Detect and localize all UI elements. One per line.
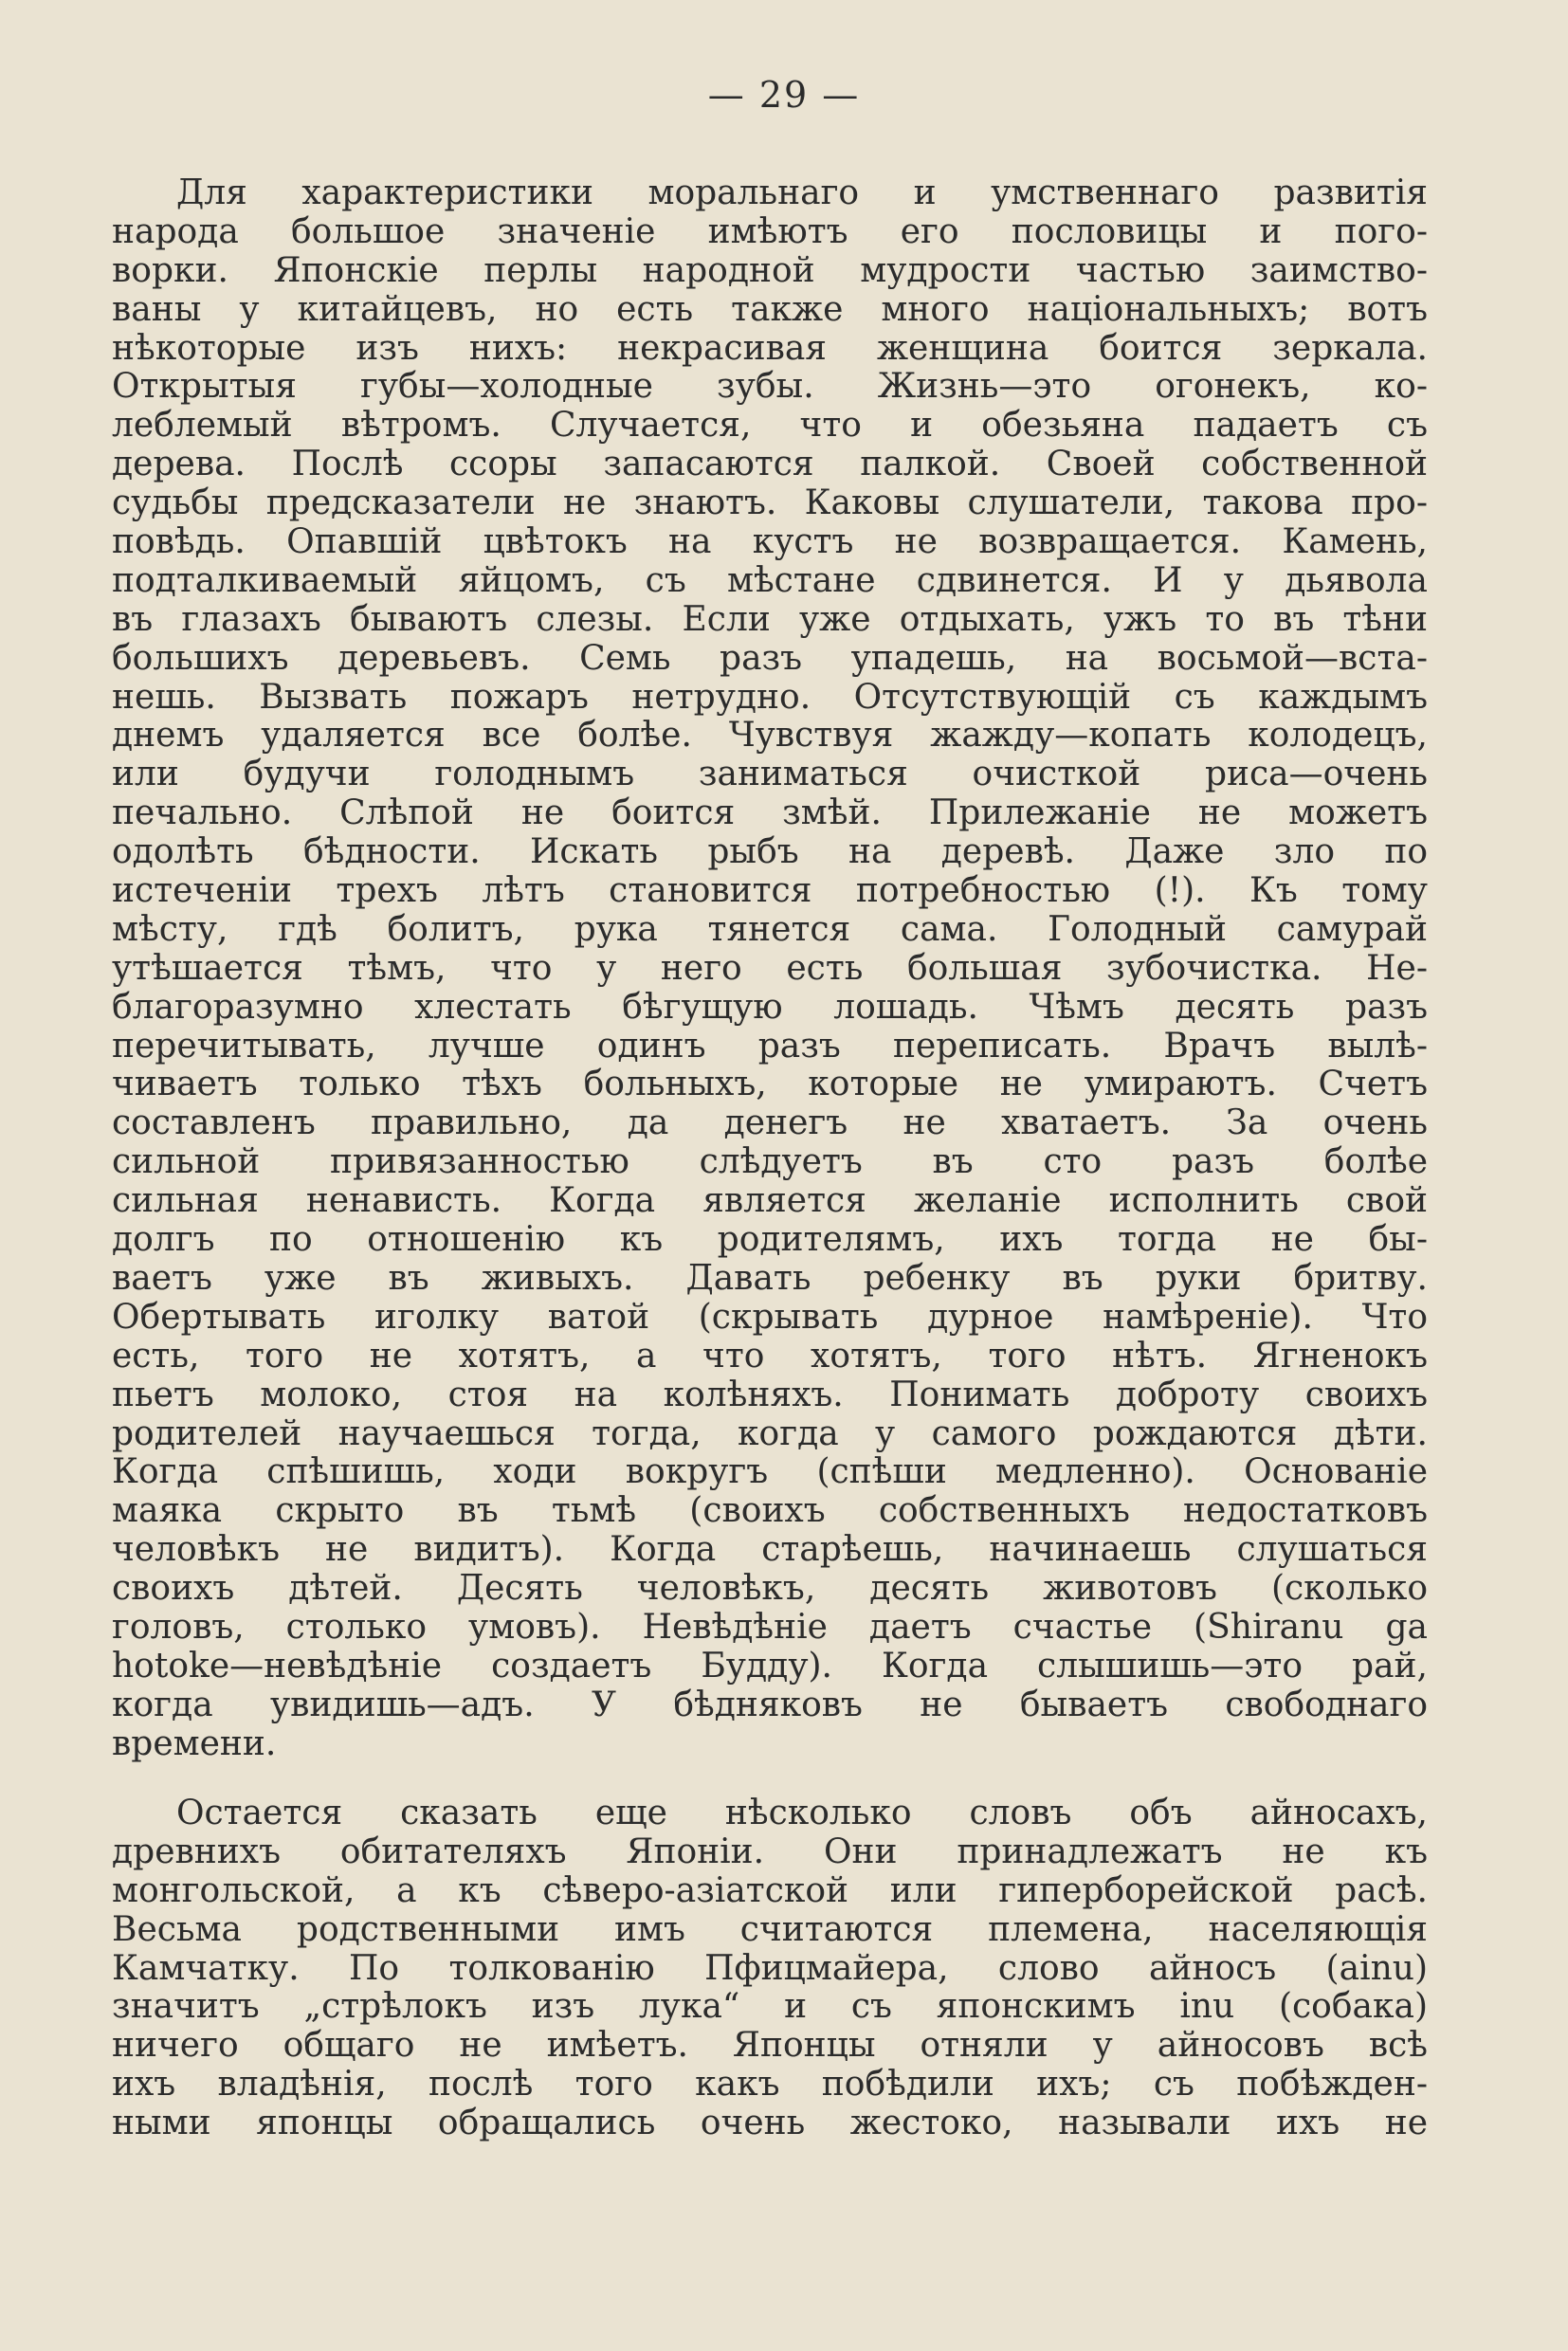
text-line: есть, того не хотятъ, а что хотятъ, того нѣтъ. Ягненокъ (112, 1337, 1428, 1376)
text-line: своихъ дѣтей. Десять человѣкъ, десять животовъ (сколько (112, 1570, 1428, 1609)
page-number: — 29 — (707, 74, 861, 116)
text-line: родителей научаешься тогда, когда у самого рождаются дѣти. (112, 1414, 1428, 1453)
text-line: значитъ „стрѣлокъ изъ лука“ и съ японскимъ inu (собака) (112, 1988, 1428, 2027)
text-line: человѣкъ не видитъ). Когда старѣешь, начинаешь слушаться (112, 1531, 1428, 1570)
text-line: народа большое значеніе имѣютъ его пословицы и пого- (112, 212, 1428, 251)
text-line: днемъ удаляется все болѣе. Чувствуя жажду—копать колодецъ, (112, 717, 1428, 756)
text-line: судьбы предсказатели не знаютъ. Каковы слушатели, такова про- (112, 484, 1428, 523)
text-line: истеченіи трехъ лѣтъ становится потребностью (!). Къ тому (112, 872, 1428, 911)
paragraph-proverbs (112, 174, 1428, 1764)
text-line: Остается сказать еще нѣсколько словъ объ айносахъ, (176, 1795, 1428, 1832)
text-line: благоразумно хлестать бѣгущую лошадь. Чѣмъ десять разъ (112, 988, 1428, 1027)
text-line: hotoke—невѣдѣніе создаетъ Будду). Когда слышишь—это рай, (112, 1647, 1428, 1686)
text-line: древнихъ обитателяхъ Японіи. Они принадлежатъ не къ (112, 1832, 1428, 1871)
text-line: сильная ненависть. Когда является желаніе исполнить свой (112, 1182, 1428, 1221)
text-line: Обертывать иголку ватой (скрывать дурное намѣреніе). Что (112, 1298, 1428, 1337)
text-line: когда увидишь—адъ. У бѣдняковъ не бываетъ свободнаго (112, 1686, 1428, 1724)
text-line: Когда спѣшишь, ходи вокругъ (спѣши медленно). Основаніе (112, 1453, 1428, 1492)
text-line: головъ, столько умовъ). Невѣдѣніе даетъ счастье (Shiranu ga (112, 1608, 1428, 1647)
text-line: времени. (112, 1724, 277, 1763)
text-line: долгъ по отношенію къ родителямъ, ихъ тогда не бы- (112, 1221, 1428, 1260)
text-line: монгольской, а къ сѣверо-азіатской или гиперборейской расѣ. (112, 1871, 1428, 1910)
text-line: большихъ деревьевъ. Семь разъ упадешь, на восьмой—вста- (112, 639, 1428, 678)
text-line: ваны у китайцевъ, но есть также много національныхъ; вотъ (112, 290, 1428, 329)
text-line: составленъ правильно, да денегъ не хватаетъ. За очень (112, 1104, 1428, 1143)
text-line: Камчатку. По толкованію Пфицмайера, слово айносъ (ainu) (112, 1949, 1428, 1988)
text-line: мѣсту, гдѣ болитъ, рука тянется сама. Голодный самурай (112, 910, 1428, 949)
text-line: ихъ владѣнія, послѣ того какъ побѣдили ихъ; съ побѣжден- (112, 2066, 1428, 2105)
text-line: одолѣть бѣдности. Искать рыбъ на деревѣ. Даже зло по (112, 833, 1428, 872)
text-line: перечитывать, лучше одинъ разъ переписать. Врачъ вылѣ- (112, 1027, 1428, 1066)
text-line: Для характеристики моральнаго и умственнаго развитія (176, 174, 1428, 212)
text-line: леблемый вѣтромъ. Случается, что и обезьяна падаетъ съ (112, 407, 1428, 446)
text-line: ными японцы обращались очень жестоко, называли ихъ не (112, 2105, 1428, 2143)
text-line: печально. Слѣпой не боится змѣй. Прилежаніе не можетъ (112, 794, 1428, 833)
text-line: нѣкоторые изъ нихъ: некрасивая женщина боится зеркала. (112, 329, 1428, 368)
text-line: повѣдь. Опавшій цвѣтокъ на кустъ не возвращается. Камень, (112, 523, 1428, 562)
text-line: чиваетъ только тѣхъ больныхъ, которые не умираютъ. Счетъ (112, 1066, 1428, 1104)
text-line: подталкиваемый яйцомъ, съ мѣстане сдвинется. И у дьявола (112, 561, 1428, 600)
paragraph-ainu (112, 1795, 1428, 2143)
text-line: Весьма родственными имъ считаются племена, населяющія (112, 1910, 1428, 1949)
text-line: въ глазахъ бываютъ слезы. Если уже отдыхать, ужъ то въ тѣни (112, 600, 1428, 639)
text-line: ничего общаго не имѣетъ. Японцы отняли у айносовъ всѣ (112, 2027, 1428, 2066)
text-line: маяка скрыто въ тьмѣ (своихъ собственныхъ недостатковъ (112, 1492, 1428, 1531)
text-line: ваетъ уже въ живыхъ. Давать ребенку въ руки бритву. (112, 1259, 1428, 1298)
text-line: Открытыя губы—холодные зубы. Жизнь—это огонекъ, ко- (112, 368, 1428, 407)
text-line: пьетъ молоко, стоя на колѣняхъ. Понимать доброту своихъ (112, 1376, 1428, 1414)
text-line: ворки. Японскіе перлы народной мудрости частью заимство- (112, 251, 1428, 290)
text-line: или будучи голоднымъ заниматься очисткой риса—очень (112, 756, 1428, 794)
text-line: нешь. Вызвать пожаръ нетрудно. Отсутствующій съ каждымъ (112, 678, 1428, 717)
text-line: дерева. Послѣ ссоры запасаются палкой. Своей собственной (112, 446, 1428, 484)
text-line: утѣшается тѣмъ, что у него есть большая зубочистка. Не- (112, 949, 1428, 988)
text-line: сильной привязанностью слѣдуетъ въ сто разъ болѣе (112, 1143, 1428, 1182)
